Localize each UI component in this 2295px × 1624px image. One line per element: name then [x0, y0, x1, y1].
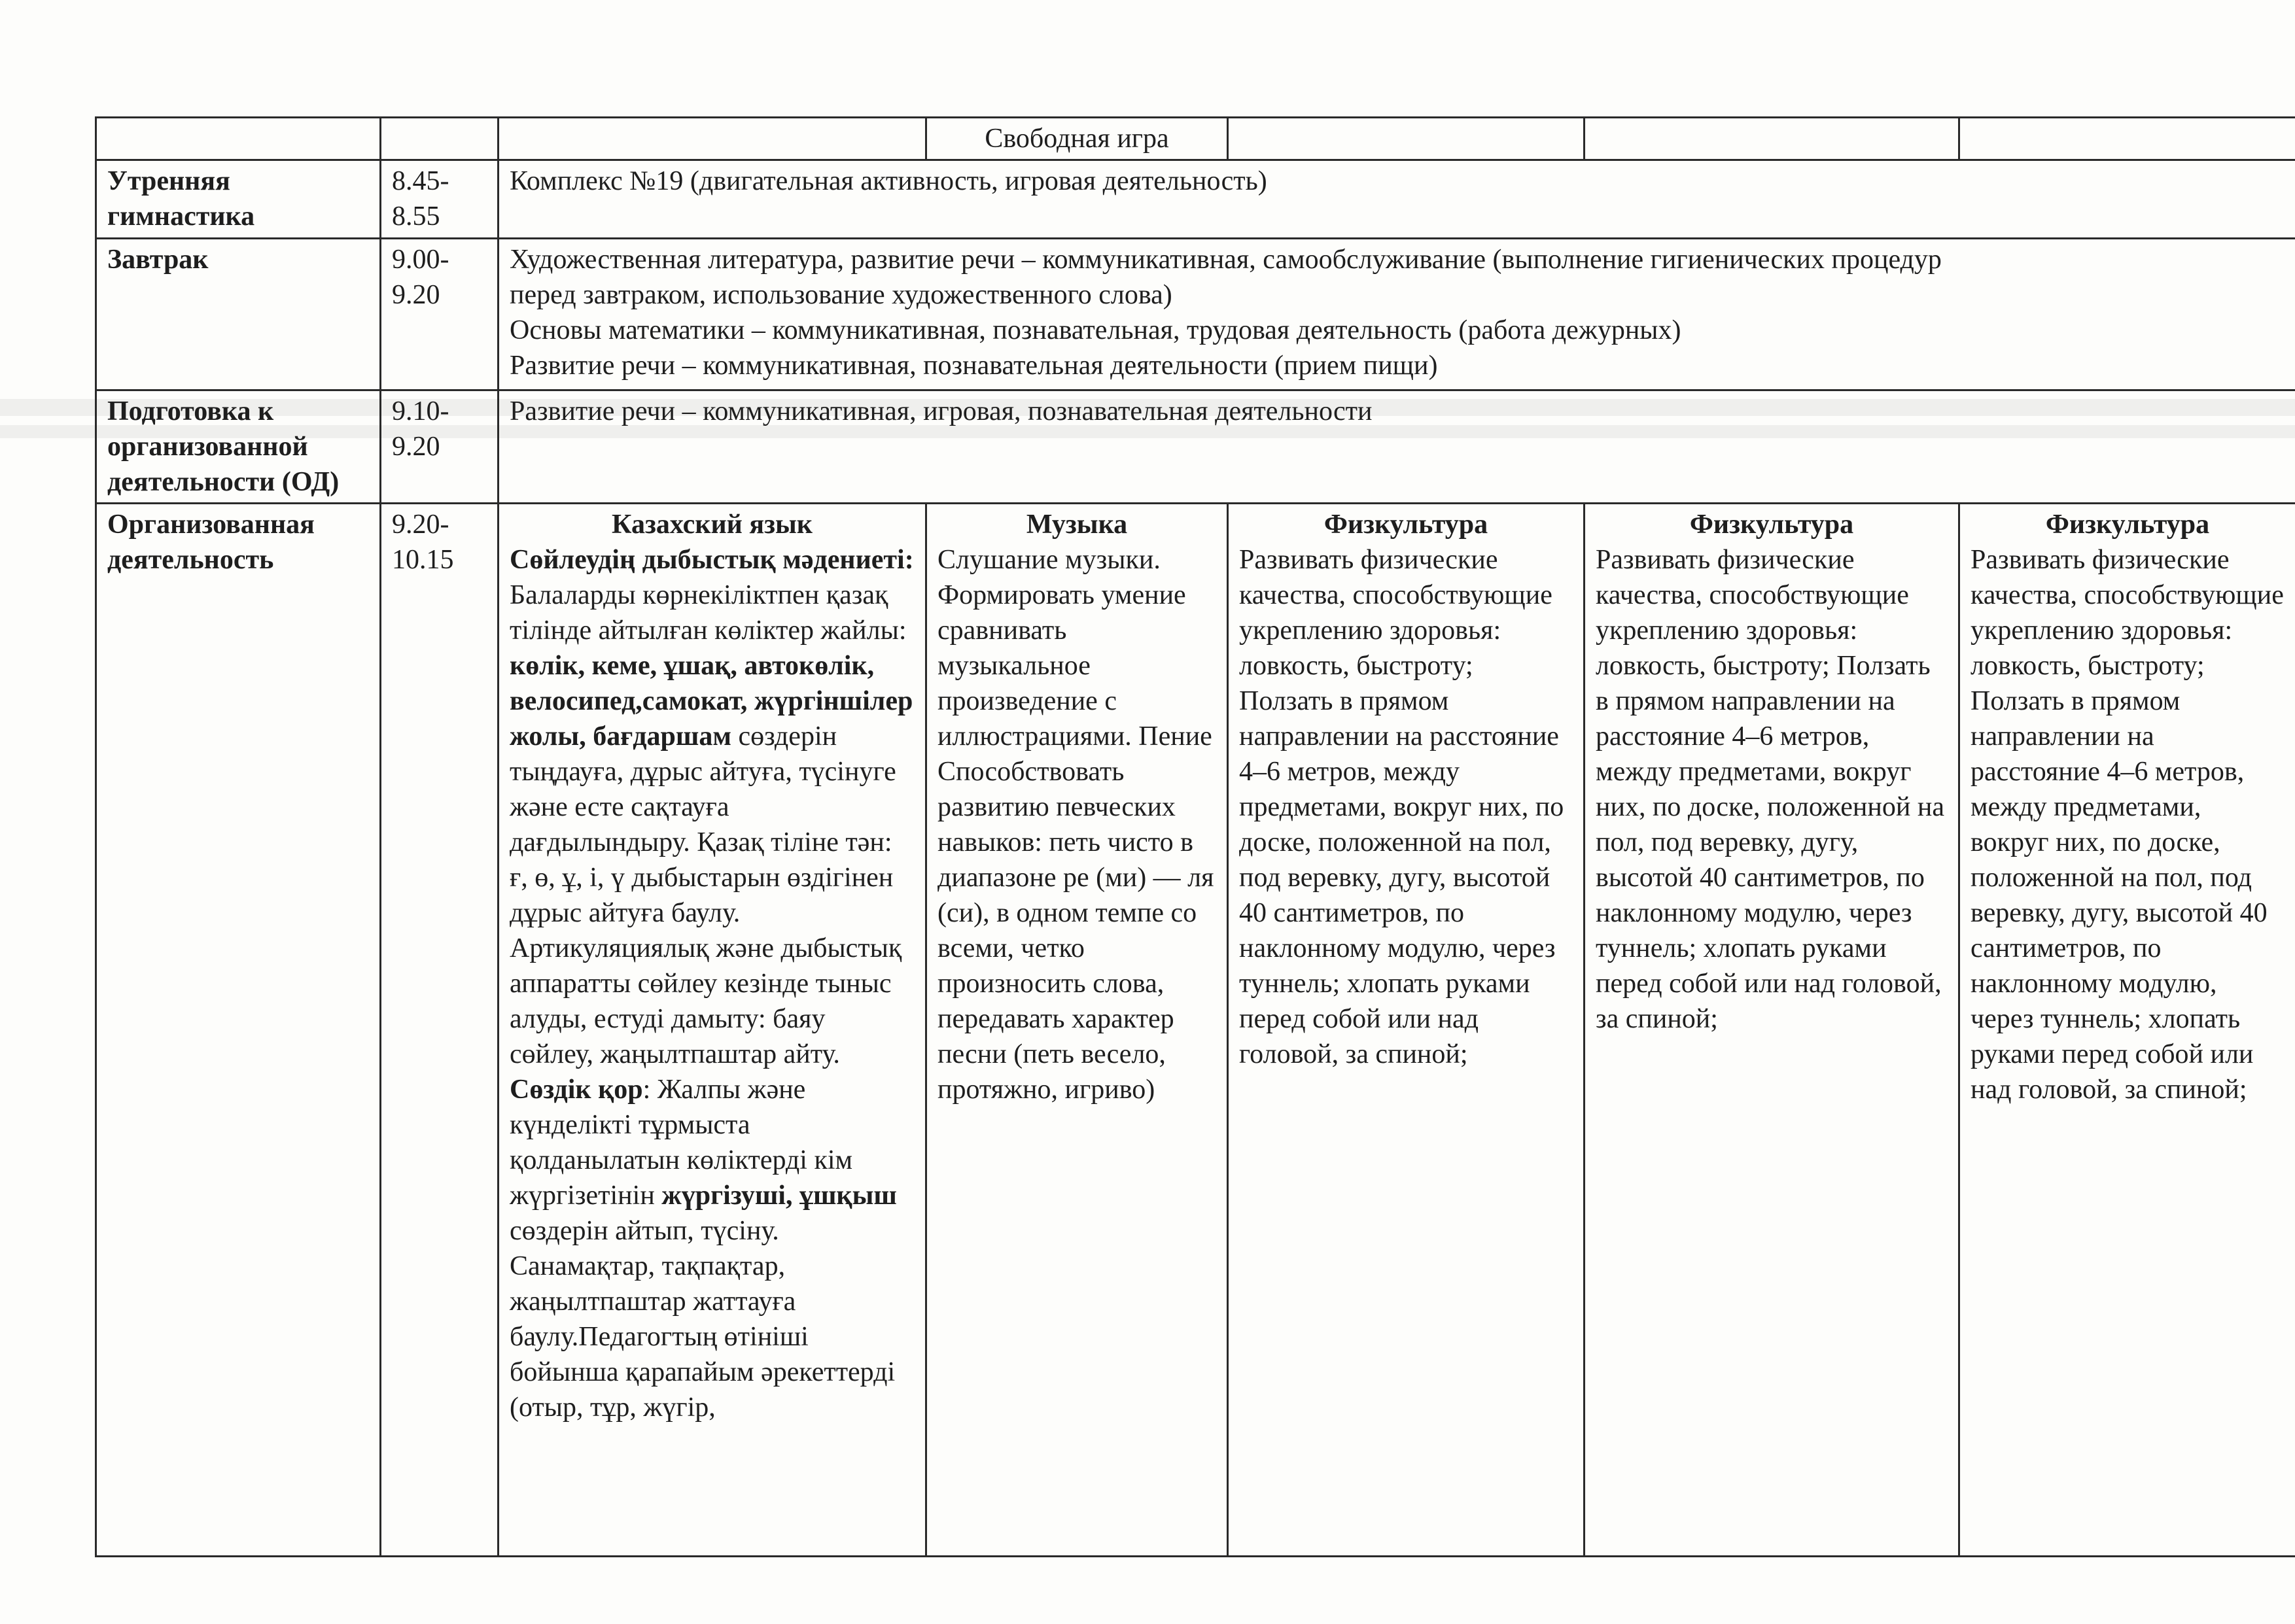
- pe-title-2: Физкультура: [1689, 510, 1854, 540]
- kazakh-paragraph-1: [510, 542, 915, 1072]
- morning-exercise-label: Утренняя гимнастика: [96, 160, 381, 239]
- free-play-cell-3: [1228, 118, 1585, 160]
- pe-title-1: Физкультура: [1323, 510, 1488, 540]
- pe-text-3: Развивать физические качества, способствующие укреплению здоровья: ловкость, быстроту; Ползать в прямом направлении на расстояние 4–6 метров, между предметами, вокруг них, по доске, положенной на пол, под веревку, дугу, высотой 40 сантиметров, по наклонному модулю, через туннель; хлопать руками перед собой или над головой, за спиной;: [1971, 545, 2284, 1105]
- free-play-empty-cell: [499, 118, 926, 160]
- pe-cell-2: [1585, 504, 1959, 1557]
- preparation-content: Развитие речи – коммуникативная, игровая, познавательная деятельности: [499, 390, 2295, 504]
- pe-cell-3: [1959, 504, 2295, 1557]
- free-play-time-cell: [381, 118, 499, 160]
- kazakh-language-cell: [499, 504, 926, 1557]
- music-text: Слушание музыки. Формировать умение сравнивать музыкальное произведение с иллюстрациями. Пение Способствовать развитию певческих навыков: петь чисто в диапазоне ре (ми) — ля (си), в одном темпе со всеми, четко произносить слова, передавать характер песни (петь весело, протяжно, игриво): [937, 545, 1214, 1105]
- preparation-row: [96, 390, 2295, 504]
- organized-activity-row: [96, 504, 2295, 1557]
- free-play-row: [96, 118, 2295, 160]
- kazakh-paragraph-2: [510, 1072, 915, 1425]
- schedule-table: [95, 116, 2295, 1557]
- preparation-label: Подготовка к организованной деятельности (ОД): [96, 390, 381, 504]
- breakfast-line-2: перед завтраком, использование художественного слова): [510, 280, 1172, 310]
- free-play-cell-5: [1959, 118, 2295, 160]
- kazakh-p2-words: жүргізуші, ұшқыш: [661, 1181, 897, 1211]
- pe-cell-1: [1228, 504, 1585, 1557]
- free-play-cell-4: [1585, 118, 1959, 160]
- breakfast-time: 9.00- 9.20: [381, 239, 499, 390]
- kazakh-p2-text-c: сөздерін айтып, түсіну. Санамақтар, тақпақтар, жаңылтпаштар жаттауға баулу.Педагогтың өтініші бойынша қарапайым әрекеттерді (отыр, тұр, жүгір,: [510, 1216, 896, 1423]
- kazakh-p1-words: көлік, кеме, ұшақ, автокөлік, велосипед,самокат, жүргіншілер жолы, бағдаршам: [510, 651, 913, 752]
- breakfast-line-1: Художественная литература, развитие речи – коммуникативная, самообслуживание (выполнение гигиенических процедур: [510, 245, 1942, 275]
- breakfast-row: [96, 239, 2295, 390]
- pe-title-3: Физкультура: [2045, 510, 2210, 540]
- kazakh-p2-heading: Сөздік қор: [510, 1075, 643, 1105]
- breakfast-label: Завтрак: [96, 239, 381, 390]
- breakfast-line-3: Основы математики – коммуникативная, познавательная, трудовая деятельность (работа дежурных): [510, 315, 1681, 345]
- kazakh-language-title: Казахский язык: [612, 510, 813, 540]
- kazakh-p1-heading: Сөйлеудің дыбыстық мәдениеті:: [510, 545, 914, 575]
- free-play-label-cell: [96, 118, 381, 160]
- music-cell: [926, 504, 1228, 1557]
- music-title: Музыка: [1026, 510, 1128, 540]
- pe-text-1: Развивать физические качества, способствующие укреплению здоровья: ловкость, быстроту; Ползать в прямом направлении на расстояние 4–6 метров, между предметами, вокруг них, по доске, положенной на пол, под веревку, дугу, высотой 40 сантиметров, по наклонному модулю, через туннель; хлопать руками перед собой или над головой, за спиной;: [1239, 545, 1564, 1069]
- breakfast-line-4: Развитие речи – коммуникативная, познавательная деятельности (прием пищи): [510, 351, 1438, 381]
- breakfast-content: [499, 239, 2295, 390]
- organized-activity-time: 9.20- 10.15: [381, 504, 499, 1557]
- kazakh-p1-text-a: Балаларды көрнекіліктпен қазақ тілінде айтылған көліктер жайлы:: [510, 580, 907, 646]
- kazakh-p1-text-c: сөздерін тыңдауға, дұрыс айтуға, түсінуге және есте сақтауға дағдылындыру. Қазақ тіліне тән: ғ, ө, ұ, і, ү дыбыстарын өздігінен дұрыс айтуға баулу. Артикуляциялық және дыбыстық аппаратты сөйлеу кезінде тыныс алуды, естуді дамыту: баяу сөйлеу, жаңылтпаштар айту.: [510, 721, 902, 1069]
- preparation-time: 9.10- 9.20: [381, 390, 499, 504]
- organized-activity-label: Организованная деятельность: [96, 504, 381, 1557]
- free-play-label: Свободная игра: [926, 118, 1228, 160]
- kazakh-p2-text-a: : Жалпы және күнделікті тұрмыста қолданылатын көліктерді кім жүргізетінін: [510, 1075, 853, 1211]
- morning-exercise-time: 8.45- 8.55: [381, 160, 499, 239]
- pe-text-2: Развивать физические качества, способствующие укреплению здоровья: ловкость, быстроту; Ползать в прямом направлении на расстояние 4–6 метров, между предметами, вокруг них, по доске, положенной на пол, под веревку, дугу, высотой 40 сантиметров, по наклонному модулю, через туннель; хлопать руками перед собой или над головой, за спиной;: [1596, 545, 1944, 1034]
- morning-exercise-row: [96, 160, 2295, 239]
- morning-exercise-content: Комплекс №19 (двигательная активность, игровая деятельность): [499, 160, 2295, 239]
